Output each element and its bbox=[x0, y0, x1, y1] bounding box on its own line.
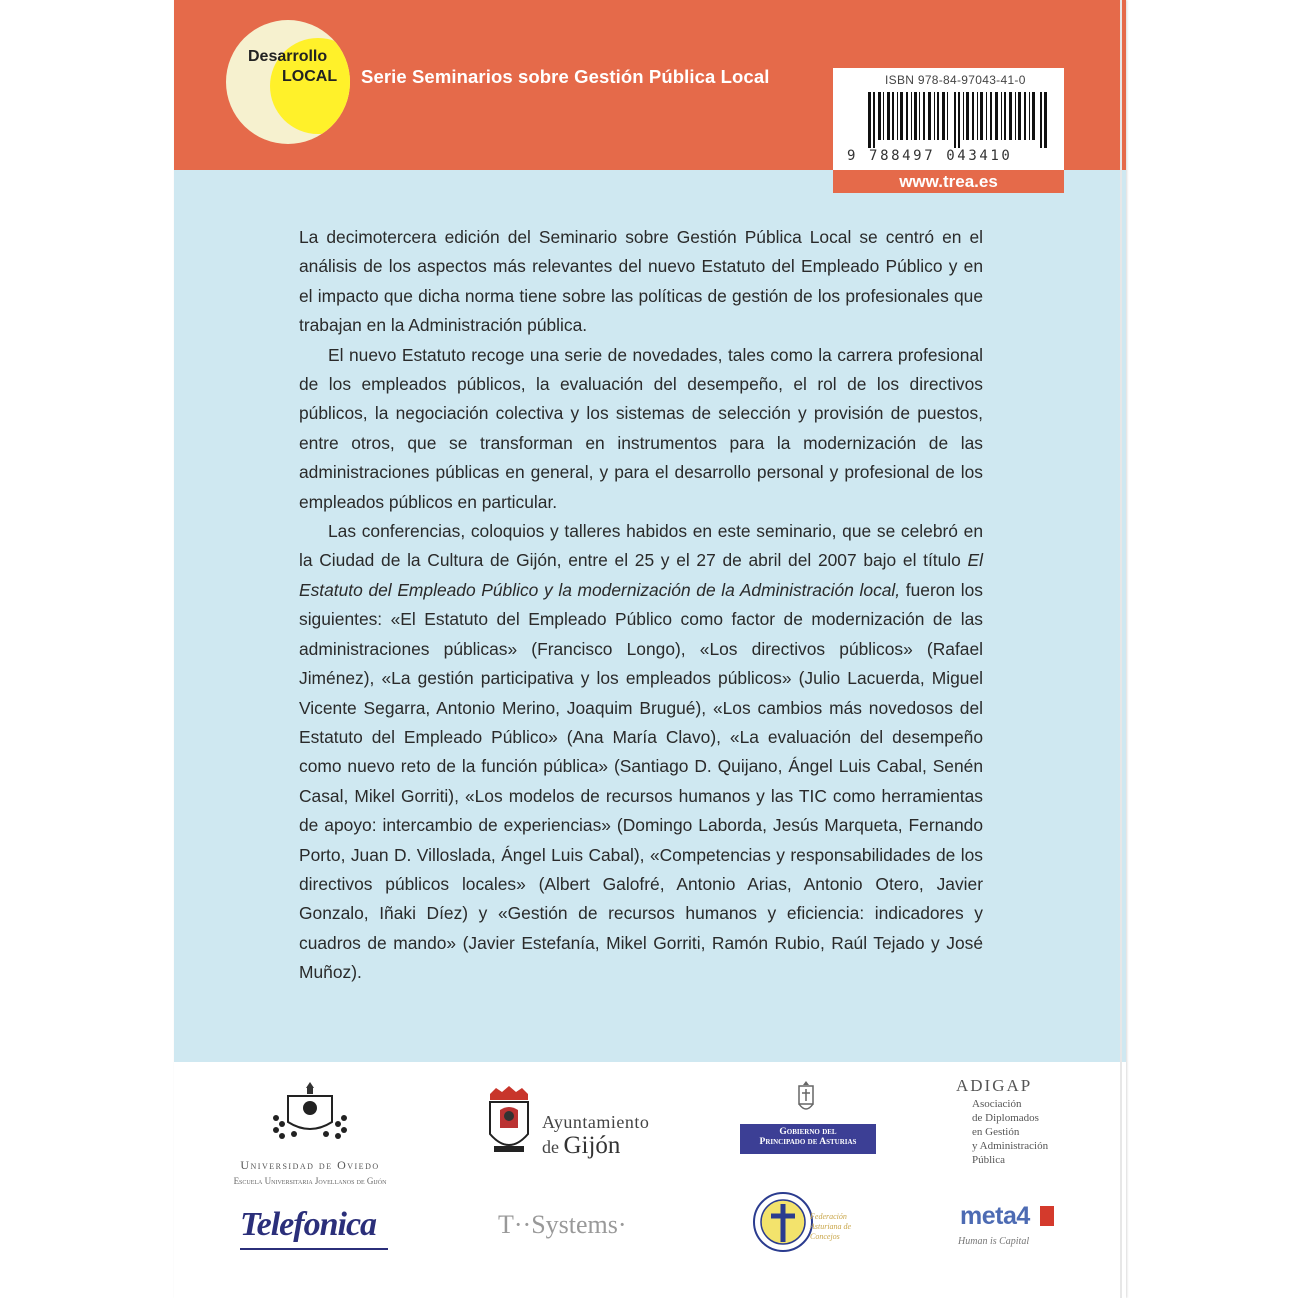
asturias-banner bbox=[740, 1124, 876, 1154]
desarrollo-local-badge bbox=[226, 20, 350, 144]
barcode-icon bbox=[868, 92, 1053, 148]
gijon-logo bbox=[486, 1086, 656, 1166]
oviedo-name: Universidad de Oviedo bbox=[240, 1158, 380, 1172]
seminar-title: El Estatuto del Empleado Público y la modernización de la Administración local, bbox=[299, 550, 983, 600]
gijon-name: Gijón bbox=[563, 1132, 621, 1159]
adigap-line-3: en Gestión bbox=[972, 1126, 1020, 1138]
website-link[interactable]: www.trea.es bbox=[833, 170, 1064, 193]
meta4-name: meta4 bbox=[960, 1202, 1030, 1230]
series-title: Serie Seminarios sobre Gestión Pública Local bbox=[361, 66, 770, 87]
adigap-line-4: y Administración bbox=[972, 1140, 1049, 1152]
isbn-box bbox=[833, 68, 1064, 170]
paragraph-1: La decimotercera edición del Seminario sobre Gestión Pública Local se centró en el análisis de los aspectos más relevantes del nuevo Estatuto del Empleado Público y en el impacto que dicha norma tiene sobre las políticas de gestión de los profesionales que trabajan en la Administración pública. bbox=[299, 227, 983, 336]
badge-line-2: LOCAL bbox=[282, 68, 338, 85]
asturias-line-2: Principado de Asturias bbox=[759, 1137, 857, 1147]
tsystems-logo bbox=[498, 1210, 658, 1246]
asturias-line-1: Gobierno del bbox=[779, 1127, 837, 1137]
top-band bbox=[174, 0, 1126, 170]
meta4-tagline: Human is Capital bbox=[958, 1236, 1030, 1247]
gijon-coat-of-arms-icon bbox=[486, 1086, 532, 1158]
university-crest-icon bbox=[270, 1078, 350, 1140]
spine-edge bbox=[1120, 0, 1122, 1298]
paragraph-3-rest: fueron los siguientes: «El Estatuto del Empleado Público como factor de modernización de las administraciones públicas» (Francisco Longo), «Los directivos públicos» (Rafael Jiménez), «La gestión participativa y los empleados públicos» (Julio Lacuerda, Miguel Vicente Segarra, Antonio Merino, Joaquim Brugué), «Los cambios más novedosos del Estatuto del Empleado Público» (Ana María Clavo), «La evaluación del desempeño como nuevo reto de la función pública» (Santiago D. Quijano, Ángel Luis Cabal, Senén Casal, Mikel Gorriti), «Los modelos de recursos humanos y las TIC como herramientas de apoyo: intercambio de experiencias» (Domingo Laborda, Jesús Marqueta, Fernando Porto, Juan D. Villoslada, Ángel Luis Cabal), «Competencias y responsabilidades de los directivos públicos locales» (Albert Galofré, Antonio Arias, Antonio Otero, Javier Gonzalo, Iñaki Díez) y «Gestión de recursos humanos y eficiencia: indicadores y cuadros de mando» (Javier Estefanía, Mikel Gorriti, Ramón Rubio, Raúl Tejado y José Muñoz). bbox=[299, 579, 983, 983]
adigap-line-5: Pública bbox=[972, 1154, 1005, 1166]
gijon-line-2-wrap bbox=[542, 1132, 620, 1160]
barcode-digits: 9 788497 043410 bbox=[847, 148, 1013, 164]
federation-cross-seal-icon bbox=[750, 1190, 816, 1254]
tsystems-name: T··Systems· bbox=[498, 1210, 627, 1239]
federacion-logo bbox=[750, 1190, 870, 1254]
adigap-line-1: Asociación bbox=[972, 1098, 1022, 1110]
telefonica-underline bbox=[240, 1248, 388, 1250]
sponsor-logos bbox=[174, 1062, 1126, 1298]
adigap-title: ADIGAP bbox=[956, 1076, 1033, 1095]
gijon-prefix: de bbox=[542, 1137, 559, 1157]
asturias-crest-icon bbox=[796, 1080, 816, 1114]
federacion-name: Federación Asturiana de Concejos bbox=[810, 1212, 852, 1241]
book-back-cover bbox=[174, 0, 1126, 1298]
gijon-line-1: Ayuntamiento bbox=[542, 1112, 650, 1132]
oviedo-sub: Escuela Universitaria Jovellanos de Gijón bbox=[233, 1176, 387, 1186]
paragraph-3 bbox=[299, 517, 983, 988]
oviedo-logo bbox=[210, 1078, 410, 1186]
paragraph-3-start: Las conferencias, coloquios y talleres habidos en este seminario, que se celebró en la Ciudad de la Cultura de Gijón, entre el 25 y el 27 de abril del 2007 bajo el título bbox=[299, 521, 983, 571]
telefonica-logo bbox=[234, 1202, 394, 1252]
telefonica-name: Telefonica bbox=[240, 1206, 377, 1243]
meta4-accent bbox=[1040, 1206, 1054, 1226]
meta4-logo bbox=[954, 1202, 1074, 1258]
adigap-logo bbox=[956, 1076, 1076, 1176]
blurb-text bbox=[299, 223, 983, 988]
paragraph-2: El nuevo Estatuto recoge una serie de novedades, tales como la carrera profesional de los empleados públicos, la evaluación del desempeño, el rol de los directivos públicos, la negociación colectiva y los sistemas de selección y provisión de puestos, entre otros, que se transforman en instrumentos para la modernización de las administraciones públicas en general, y para el desarrollo personal y profesional de los empleados públicos en particular. bbox=[299, 344, 983, 512]
isbn-label: ISBN 978-84-97043-41-0 bbox=[885, 73, 1026, 87]
asturias-logo bbox=[740, 1080, 876, 1156]
badge-line-1: Desarrollo bbox=[248, 48, 328, 65]
adigap-line-2: de Diplomados bbox=[972, 1112, 1039, 1124]
